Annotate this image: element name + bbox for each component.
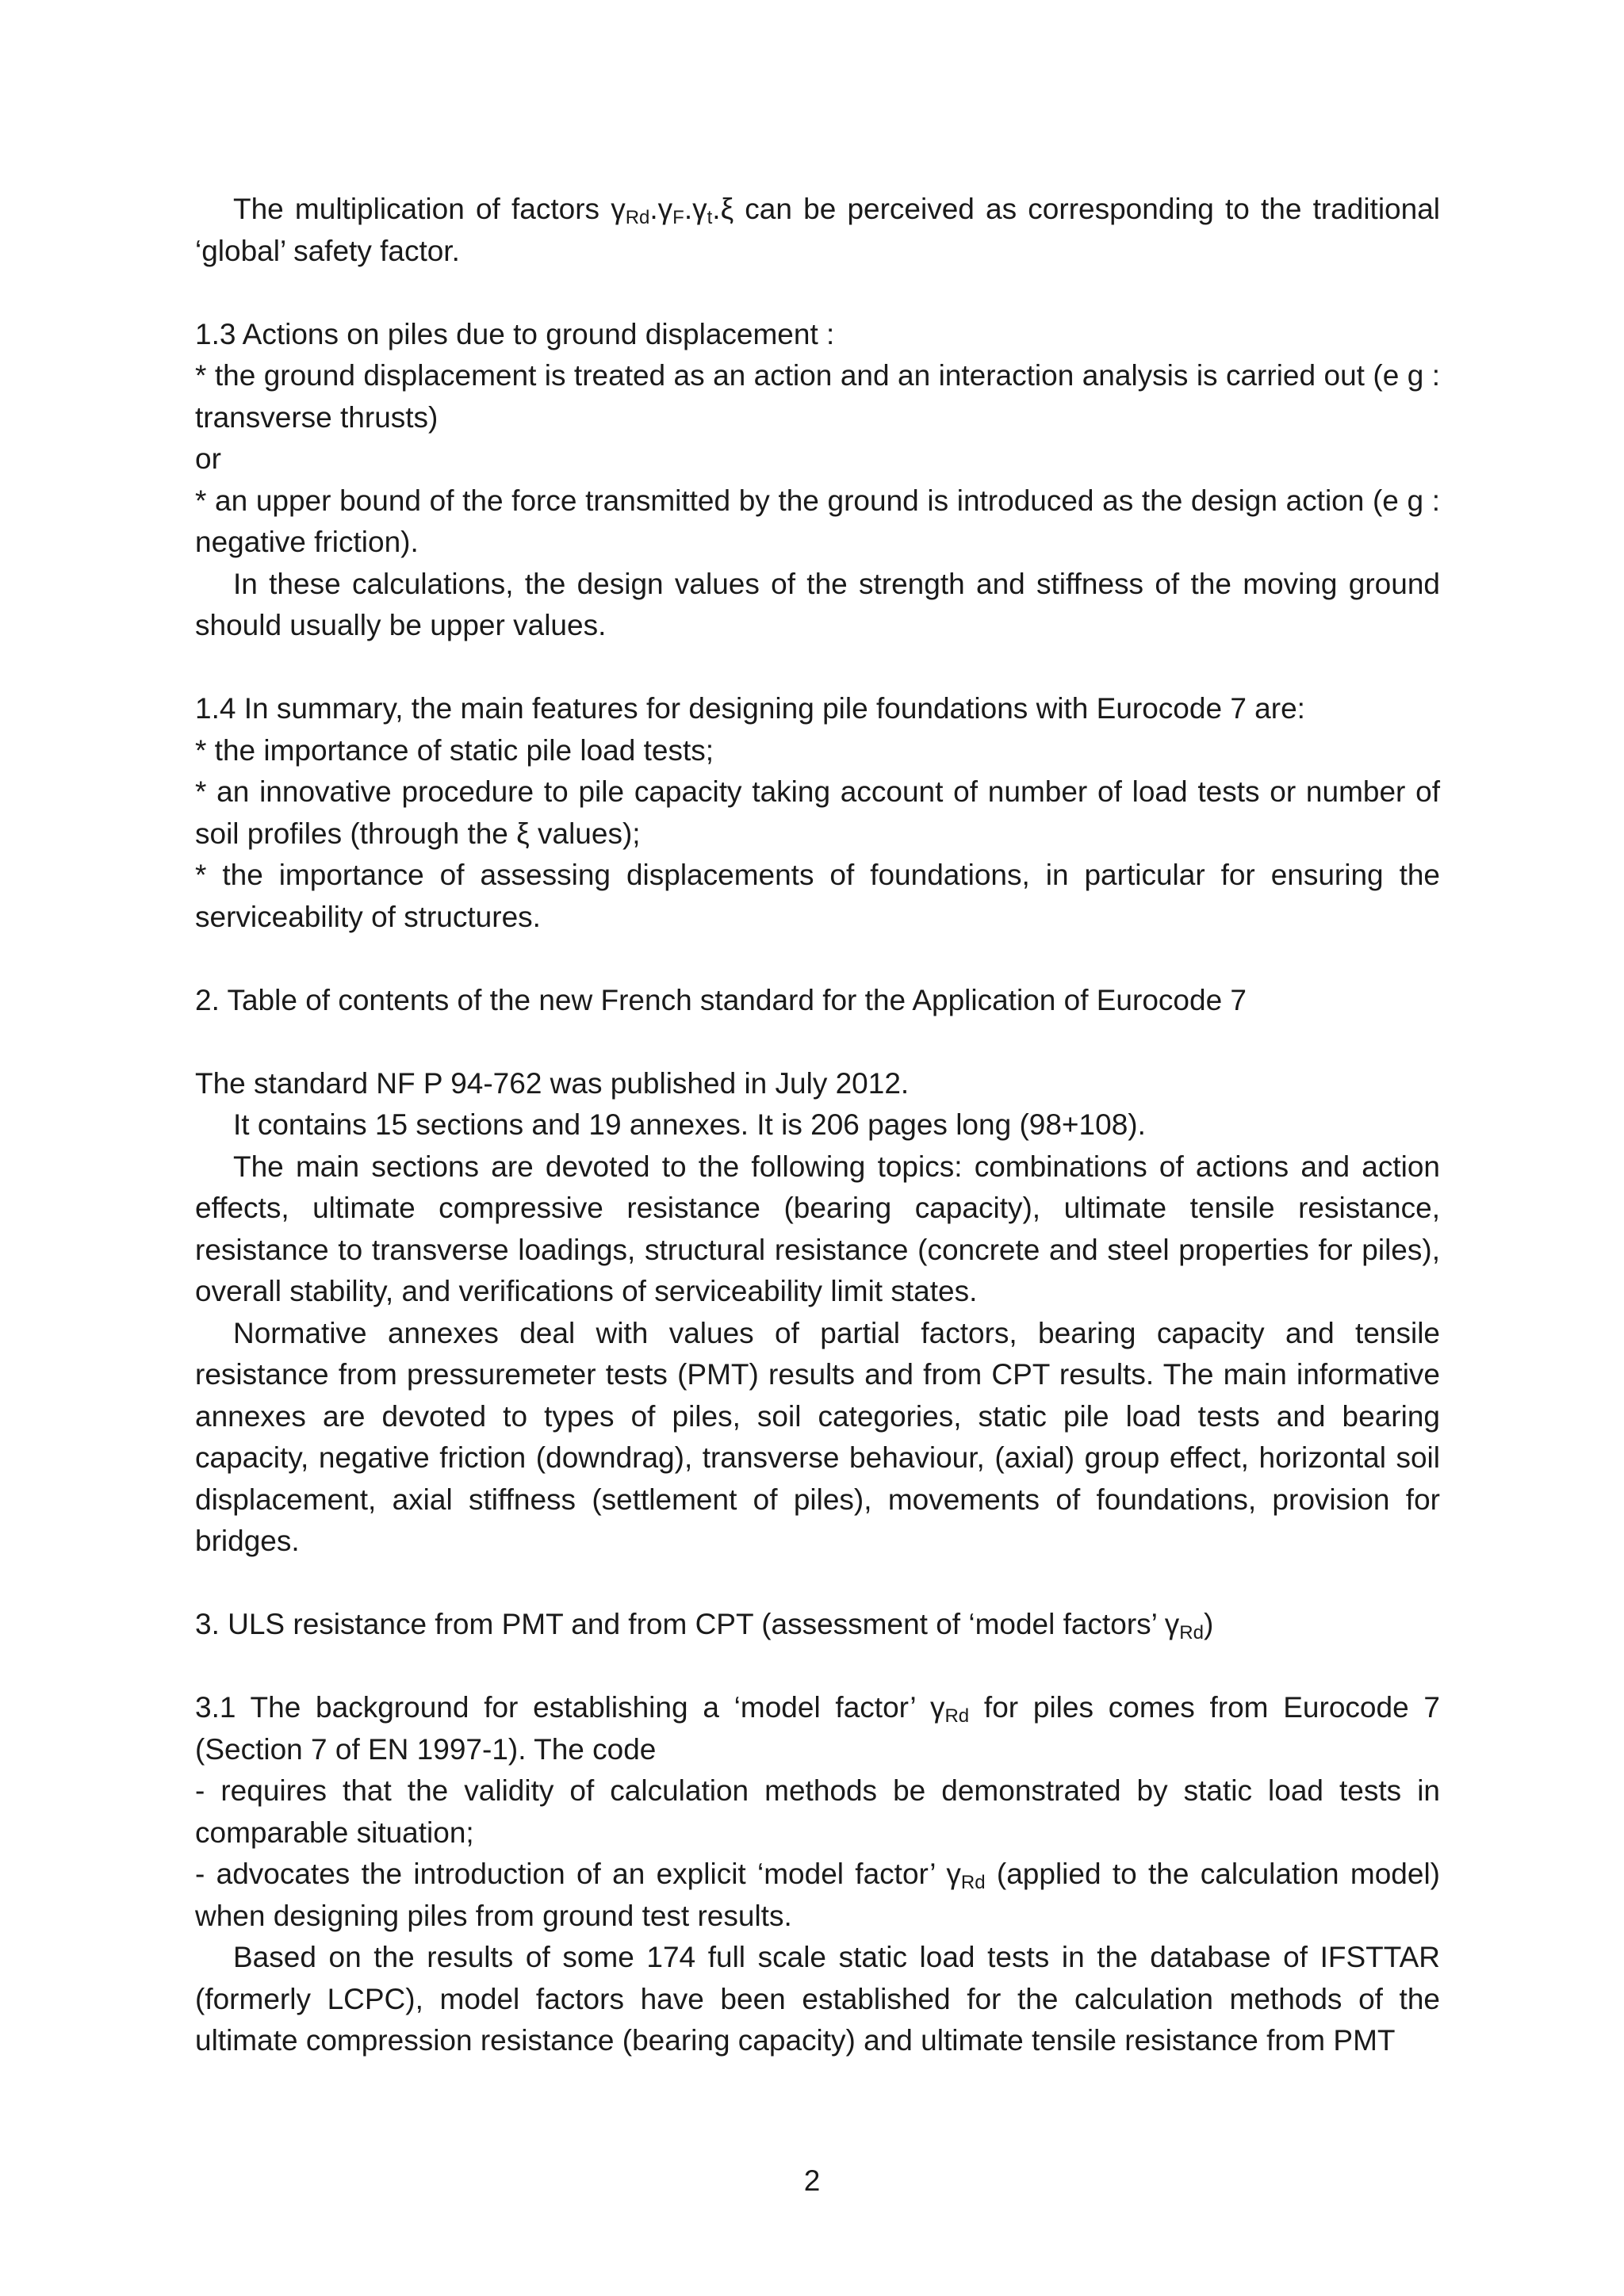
heading-3: 3. ULS resistance from PMT and from CPT (assessment of ‘model factors’ $\gamma_{Rd}$)	[195, 1608, 1214, 1644]
paragraph: It contains 15 sections and 19 annexes. It is 206 pages long (98+108).	[233, 1108, 1146, 1141]
paragraph-global-safety-factor: The multiplication of factors $\gamma_{Rd}.\gamma_F.\gamma_t.\xi$ can be perceived as corresponding to the traditional ‘global’ safety factor.	[195, 193, 1441, 267]
paragraph: The main sections are devoted to the following topics: combinations of actions and action effects, ultimate compressive resistance (bearing capacity), ultimate tensile resistance, resistance to transverse loadings, structural resistance (concrete and steel properties for piles), overall stability, and verifications of serviceability limit states.	[195, 1150, 1440, 1307]
page-number: 2	[803, 2164, 821, 2197]
list-item: - advocates the introduction of an explicit ‘model factor’ $\gamma_{Rd}$ (applied to the calculation model) when designing piles from ground test results.	[195, 1858, 1441, 1932]
paragraph-3-1: 3.1 The background for establishing a ‘model factor’ $\gamma_{Rd}$ for piles comes from Eurocode 7 (Section 7 of EN 1997-1). The code	[195, 1691, 1440, 1766]
list-item: - requires that the validity of calculation methods be demonstrated by static load tests in comparable situation;	[195, 1774, 1440, 1849]
paragraph: In these calculations, the design values of the strength and stiffness of the moving ground should usually be upper values.	[195, 567, 1440, 641]
paragraph: The standard NF P 94-762 was published in July 2012.	[195, 1066, 910, 1100]
list-item: * the importance of assessing displacements of foundations, in particular for ensuring the serviceability of structures.	[195, 859, 1440, 933]
list-item: * the importance of static pile load tests;	[195, 733, 714, 767]
list-item: * the ground displacement is treated as an action and an interaction analysis is carried out (e g : transverse thrusts)	[195, 359, 1440, 434]
paragraph: Normative annexes deal with values of partial factors, bearing capacity and tensile resistance from pressuremeter tests (PMT) results and from CPT results. The main informative annexes are devoted to types of piles, soil categories, static pile load tests and bearing capacity, negative friction (downdrag), transverse behaviour, (axial) group effect, horizontal soil displacement, axial stiffness (settlement of piles), movements of foundations, provision for bridges.	[195, 1316, 1440, 1557]
heading-2: 2. Table of contents of the new French standard for the Application of Eurocode 7	[195, 983, 1247, 1016]
heading-1-3: 1.3 Actions on piles due to ground displacement :	[195, 317, 835, 350]
document-page	[195, 189, 1440, 2062]
or-text: or	[195, 442, 221, 475]
list-item: * an upper bound of the force transmitted by the ground is introduced as the design action (e g : negative friction).	[195, 484, 1440, 558]
heading-1-4: 1.4 In summary, the main features for designing pile foundations with Eurocode 7 are:	[195, 692, 1305, 725]
list-item: * an innovative procedure to pile capacity taking account of number of load tests or number of soil profiles (through the ξ values);	[195, 775, 1440, 850]
paragraph: Based on the results of some 174 full scale static load tests in the database of IFSTTAR (formerly LCPC), model factors have been established for the calculation methods of the ultimate compression resistance (bearing capacity) and ultimate tensile resistance from PMT	[195, 1941, 1440, 2057]
